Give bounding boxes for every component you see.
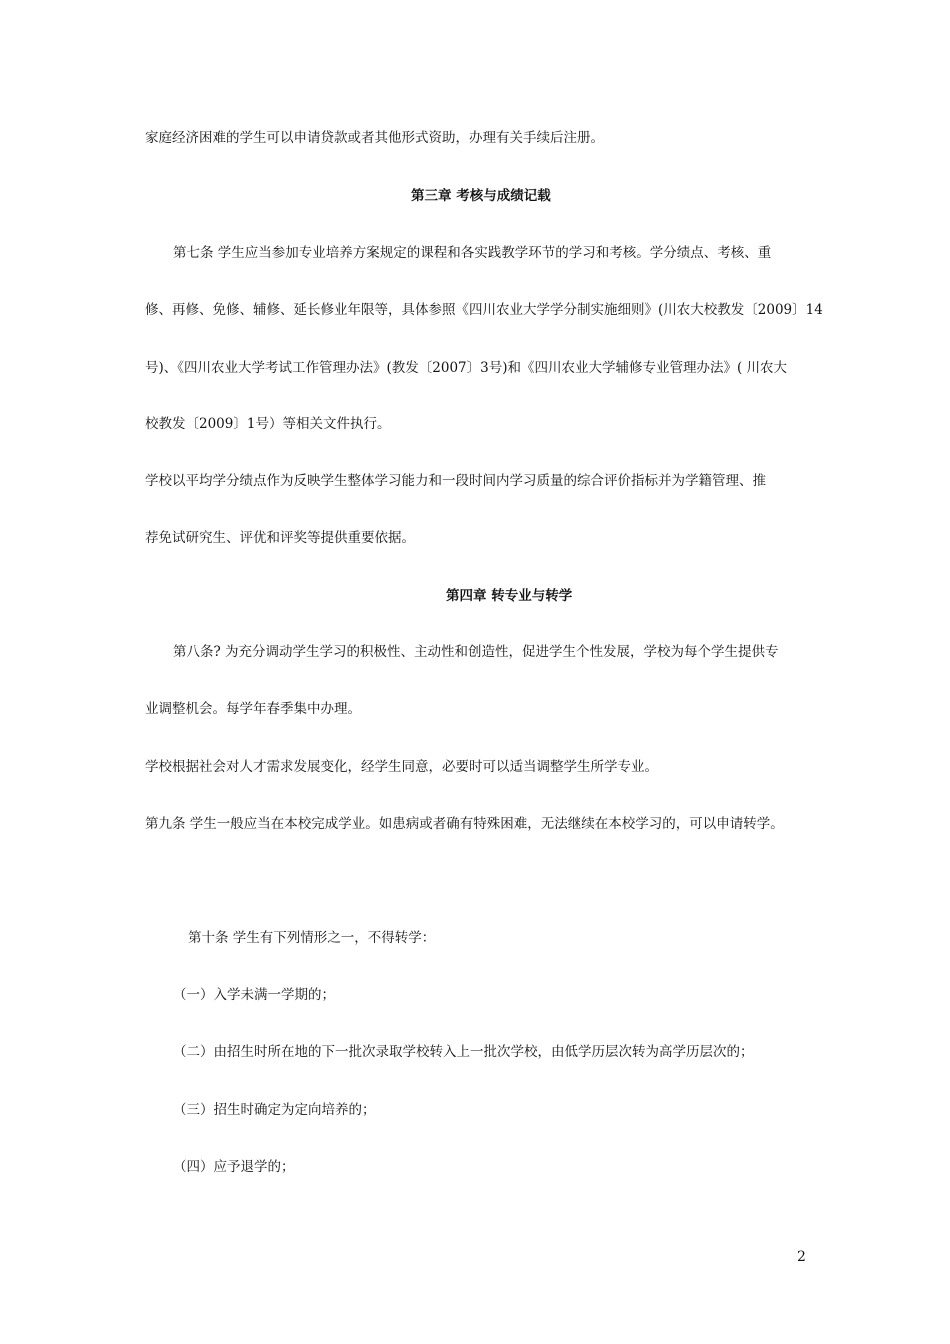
list-item: （一）入学未满一学期的； [173, 987, 335, 1003]
list-item: （四）应予退学的； [173, 1159, 295, 1175]
page-number: 2 [797, 1249, 806, 1265]
chapter-heading: 第三章 考核与成绩记载 [411, 188, 551, 204]
paragraph-line: 第八条? 为充分调动学生学习的积极性、主动性和创造性，促进学生个性发展，学校为每个学生提供专 [173, 644, 779, 660]
paragraph-line: 荐免试研究生、评优和评奖等提供重要依据。 [145, 530, 415, 546]
list-item: （三）招生时确定为定向培养的； [173, 1102, 376, 1118]
paragraph-line: 校教发〔2009〕1号）等相关文件执行。 [145, 416, 391, 432]
paragraph-line: 家庭经济困难的学生可以申请贷款或者其他形式资助，办理有关手续后注册。 [145, 130, 604, 146]
paragraph-line: 修、再修、免修、辅修、延长修业年限等，具体参照《四川农业大学学分制实施细则》(川农大校教发〔2009〕14 [145, 302, 823, 318]
paragraph-line: 号)、《四川农业大学考试工作管理办法》(教发〔2007〕3号)和《四川农业大学辅修专业管理办法》( 川农大 [145, 360, 788, 376]
paragraph-line: 第九条 学生一般应当在本校完成学业。如患病或者确有特殊困难，无法继续在本校学习的，可以申请转学。 [145, 816, 784, 832]
paragraph-line: 学校根据社会对人才需求发展变化，经学生同意，必要时可以适当调整学生所学专业。 [145, 759, 658, 775]
paragraph-line: 第十条 学生有下列情形之一，不得转学： [188, 930, 436, 946]
paragraph-line: 学校以平均学分绩点作为反映学生整体学习能力和一段时间内学习质量的综合评价指标并为学籍管理、推 [145, 473, 766, 489]
paragraph-line: 业调整机会。每学年春季集中办理。 [145, 701, 361, 717]
list-item: （二）由招生时所在地的下一批次录取学校转入上一批次学校，由低学历层次转为高学历层次的； [173, 1044, 754, 1060]
paragraph-line: 第七条 学生应当参加专业培养方案规定的课程和各实践教学环节的学习和考核。学分绩点、考核、重 [173, 245, 772, 261]
chapter-heading: 第四章 转专业与转学 [446, 588, 573, 604]
